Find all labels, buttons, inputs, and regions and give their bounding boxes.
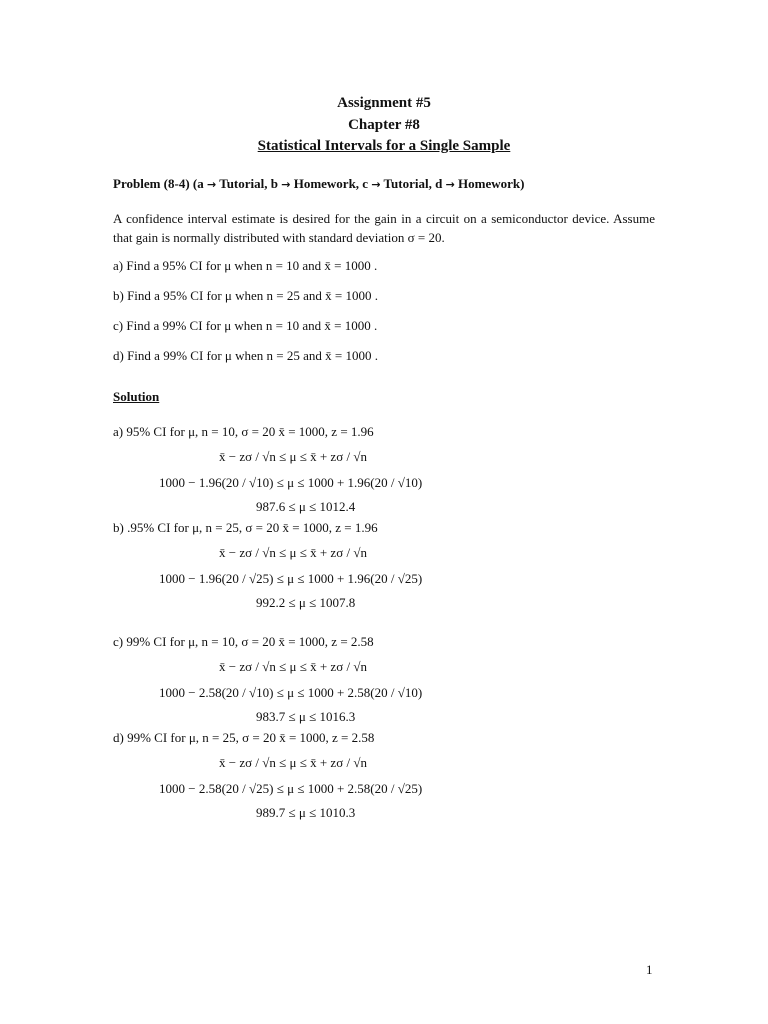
solution-a-setup: a) 95% CI for μ, n = 10, σ = 20 x̄ = 1000, z = 1.96 (113, 424, 374, 439)
solution-c-result: 983.7 ≤ μ ≤ 1016.3 (256, 709, 356, 724)
solution-b-general: x̄ − zσ / √n ≤ μ ≤ x̄ + zσ / √n (219, 545, 367, 560)
arrow-icon: → (371, 178, 381, 191)
solution-b-substituted: 1000 − 1.96(20 / √25) ≤ μ ≤ 1000 + 1.96(20 / √25) (159, 571, 423, 586)
heading-text-0: Problem (8-4) (a (113, 176, 207, 191)
arrow-icon: → (281, 178, 291, 191)
chapter-title: Chapter #8 (348, 117, 420, 133)
arrow-icon: → (206, 178, 217, 191)
problem-statement: A confidence interval estimate is desired for the gain in a circuit on a semiconductor device. Assume that gain is normally distributed with standard deviation σ = 20. (113, 211, 655, 245)
solution-a-substituted: 1000 − 1.96(20 / √10) ≤ μ ≤ 1000 + 1.96(20 / √10) (159, 475, 423, 490)
solution-heading: Solution (113, 389, 160, 404)
problem-heading (113, 175, 524, 193)
heading-text-4: Homework) (454, 176, 525, 191)
problem-part-c: c) Find a 99% CI for μ when n = 10 and x̄ = 1000 . (113, 318, 378, 333)
solution-a-general: x̄ − zσ / √n ≤ μ ≤ x̄ + zσ / √n (219, 449, 367, 464)
solution-b-result: 992.2 ≤ μ ≤ 1007.8 (256, 595, 356, 610)
problem-part-a: a) Find a 95% CI for μ when n = 10 and x̄ = 1000 . (113, 258, 378, 273)
solution-c-setup: c) 99% CI for μ, n = 10, σ = 20 x̄ = 1000, z = 2.58 (113, 634, 374, 649)
problem-part-b: b) Find a 95% CI for μ when n = 25 and x̄ = 1000 . (113, 288, 378, 303)
solution-d-result: 989.7 ≤ μ ≤ 1010.3 (256, 805, 356, 820)
solution-d-substituted: 1000 − 2.58(20 / √25) ≤ μ ≤ 1000 + 2.58(20 / √25) (159, 781, 423, 796)
page-number: 1 (646, 962, 653, 977)
arrow-icon: → (445, 178, 455, 191)
assignment-title: Assignment #5 (337, 95, 431, 111)
section-title: Statistical Intervals for a Single Sample (257, 138, 511, 154)
solution-c-substituted: 1000 − 2.58(20 / √10) ≤ μ ≤ 1000 + 2.58(20 / √10) (159, 685, 423, 700)
heading-text-1: Tutorial, b (216, 176, 282, 191)
solution-d-general: x̄ − zσ / √n ≤ μ ≤ x̄ + zσ / √n (219, 755, 367, 770)
solution-d-setup: d) 99% CI for μ, n = 25, σ = 20 x̄ = 1000, z = 2.58 (113, 730, 375, 745)
solution-c-general: x̄ − zσ / √n ≤ μ ≤ x̄ + zσ / √n (219, 659, 367, 674)
heading-text-3: Tutorial, d (380, 176, 446, 191)
problem-part-d: d) Find a 99% CI for μ when n = 25 and x̄ = 1000 . (113, 348, 378, 363)
solution-a-result: 987.6 ≤ μ ≤ 1012.4 (256, 499, 356, 514)
solution-b-setup: b) .95% CI for μ, n = 25, σ = 20 x̄ = 1000, z = 1.96 (113, 520, 378, 535)
heading-text-2: Homework, c (290, 176, 372, 191)
